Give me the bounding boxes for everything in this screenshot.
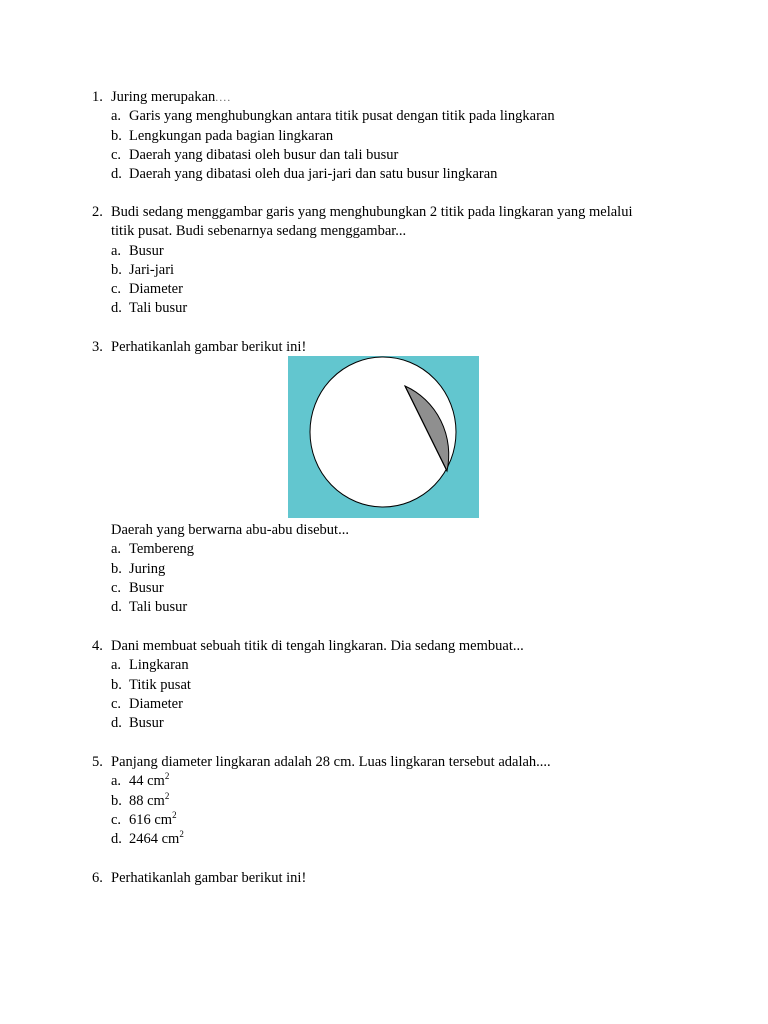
question-3-answers (92, 521, 692, 617)
option-text: Diameter (129, 695, 183, 712)
option-a (92, 107, 692, 126)
question-text: Panjang diameter lingkaran adalah 28 cm. Luas lingkaran tersebut adalah.... (111, 754, 551, 770)
option-c (92, 579, 692, 598)
question-number: 6. (92, 870, 103, 886)
option-letter: d. (111, 599, 122, 616)
option-text: 44 cm (129, 773, 165, 790)
option-d (92, 830, 692, 849)
question-prompt: Daerah yang berwarna abu-abu disebut... (111, 522, 349, 538)
unit-superscript: 2 (164, 790, 170, 801)
option-text: Diameter (129, 281, 183, 298)
option-letter: b. (111, 560, 122, 577)
option-letter: b. (111, 676, 122, 693)
option-a (92, 540, 692, 559)
option-letter: b. (111, 127, 122, 144)
option-text: Lengkungan pada bagian lingkaran (129, 127, 334, 144)
option-a (92, 772, 692, 791)
option-text: Garis yang menghubungkan antara titik pusat dengan titik pada lingkaran (129, 108, 555, 125)
option-letter: c. (111, 695, 122, 712)
option-text: 88 cm (129, 792, 165, 809)
question-text: Juring merupakan (111, 89, 216, 105)
segment-figure (288, 356, 479, 518)
option-text: 2464 cm (129, 831, 180, 848)
option-letter: d. (111, 166, 122, 183)
option-text: Busur (129, 715, 164, 732)
option-d (92, 598, 692, 617)
option-text: Jari-jari (129, 261, 175, 278)
option-b (92, 560, 692, 579)
option-text: Daerah yang dibatasi oleh dua jari-jari dan satu busur lingkaran (129, 166, 498, 183)
option-a (92, 656, 692, 675)
question-1 (92, 88, 692, 184)
question-text: Perhatikanlah gambar berikut ini! (111, 870, 307, 886)
option-text: Tali busur (129, 599, 188, 616)
option-d (92, 165, 692, 184)
option-c (92, 146, 692, 165)
option-text: Titik pusat (129, 676, 191, 693)
question-6 (92, 869, 692, 888)
option-letter: d. (111, 300, 122, 317)
option-d (92, 299, 692, 318)
question-3 (92, 338, 692, 357)
option-letter: a. (111, 242, 122, 259)
question-5-stem (92, 753, 692, 772)
option-b (92, 792, 692, 811)
option-text: Juring (129, 560, 166, 577)
option-a (92, 242, 692, 261)
question-text-continued: titik pusat. Budi sebenarnya sedang menggambar... (111, 223, 407, 240)
question-text: Budi sedang menggambar garis yang menghubungkan 2 titik pada lingkaran yang melalui (111, 204, 633, 220)
question-3-stem (92, 338, 692, 357)
question-2 (92, 203, 692, 319)
option-letter: c. (111, 281, 122, 298)
option-c (92, 811, 692, 830)
question-text: Dani membuat sebuah titik di tengah lingkaran. Dia sedang membuat... (111, 638, 524, 654)
question-4 (92, 637, 692, 733)
question-5 (92, 753, 692, 849)
question-6-stem (92, 869, 692, 888)
question-number: 5. (92, 754, 103, 770)
option-letter: a. (111, 108, 122, 125)
option-text: Busur (129, 242, 164, 259)
option-letter: a. (111, 541, 122, 558)
question-4-stem (92, 637, 692, 656)
option-text: Busur (129, 579, 164, 596)
question-number: 4. (92, 638, 103, 654)
option-text: Lingkaran (129, 657, 189, 674)
question-number: 3. (92, 339, 103, 355)
option-letter: b. (111, 261, 122, 278)
option-letter: c. (111, 811, 122, 828)
option-b (92, 676, 692, 695)
option-letter: b. (111, 792, 122, 809)
option-d (92, 714, 692, 733)
question-2-stem (92, 203, 692, 222)
question-text: Perhatikanlah gambar berikut ini! (111, 339, 307, 355)
question-1-stem (92, 88, 692, 107)
option-c (92, 695, 692, 714)
unit-superscript: 2 (164, 771, 170, 782)
option-letter: c. (111, 146, 122, 163)
option-b (92, 261, 692, 280)
option-text: Daerah yang dibatasi oleh busur dan tali busur (129, 146, 399, 163)
unit-superscript: 2 (172, 809, 177, 820)
option-letter: a. (111, 657, 122, 674)
option-letter: d. (111, 831, 122, 848)
question-number: 2. (92, 204, 103, 220)
option-letter: a. (111, 773, 122, 790)
option-text: Tali busur (129, 300, 188, 317)
option-b (92, 127, 692, 146)
option-c (92, 280, 692, 299)
option-letter: d. (111, 715, 122, 732)
option-text: Tembereng (129, 541, 195, 558)
question-number: 1. (92, 89, 103, 105)
option-text: 616 cm (129, 811, 173, 828)
unit-superscript: 2 (179, 829, 184, 840)
question-ellipsis: .... (215, 90, 232, 104)
option-letter: c. (111, 579, 122, 596)
